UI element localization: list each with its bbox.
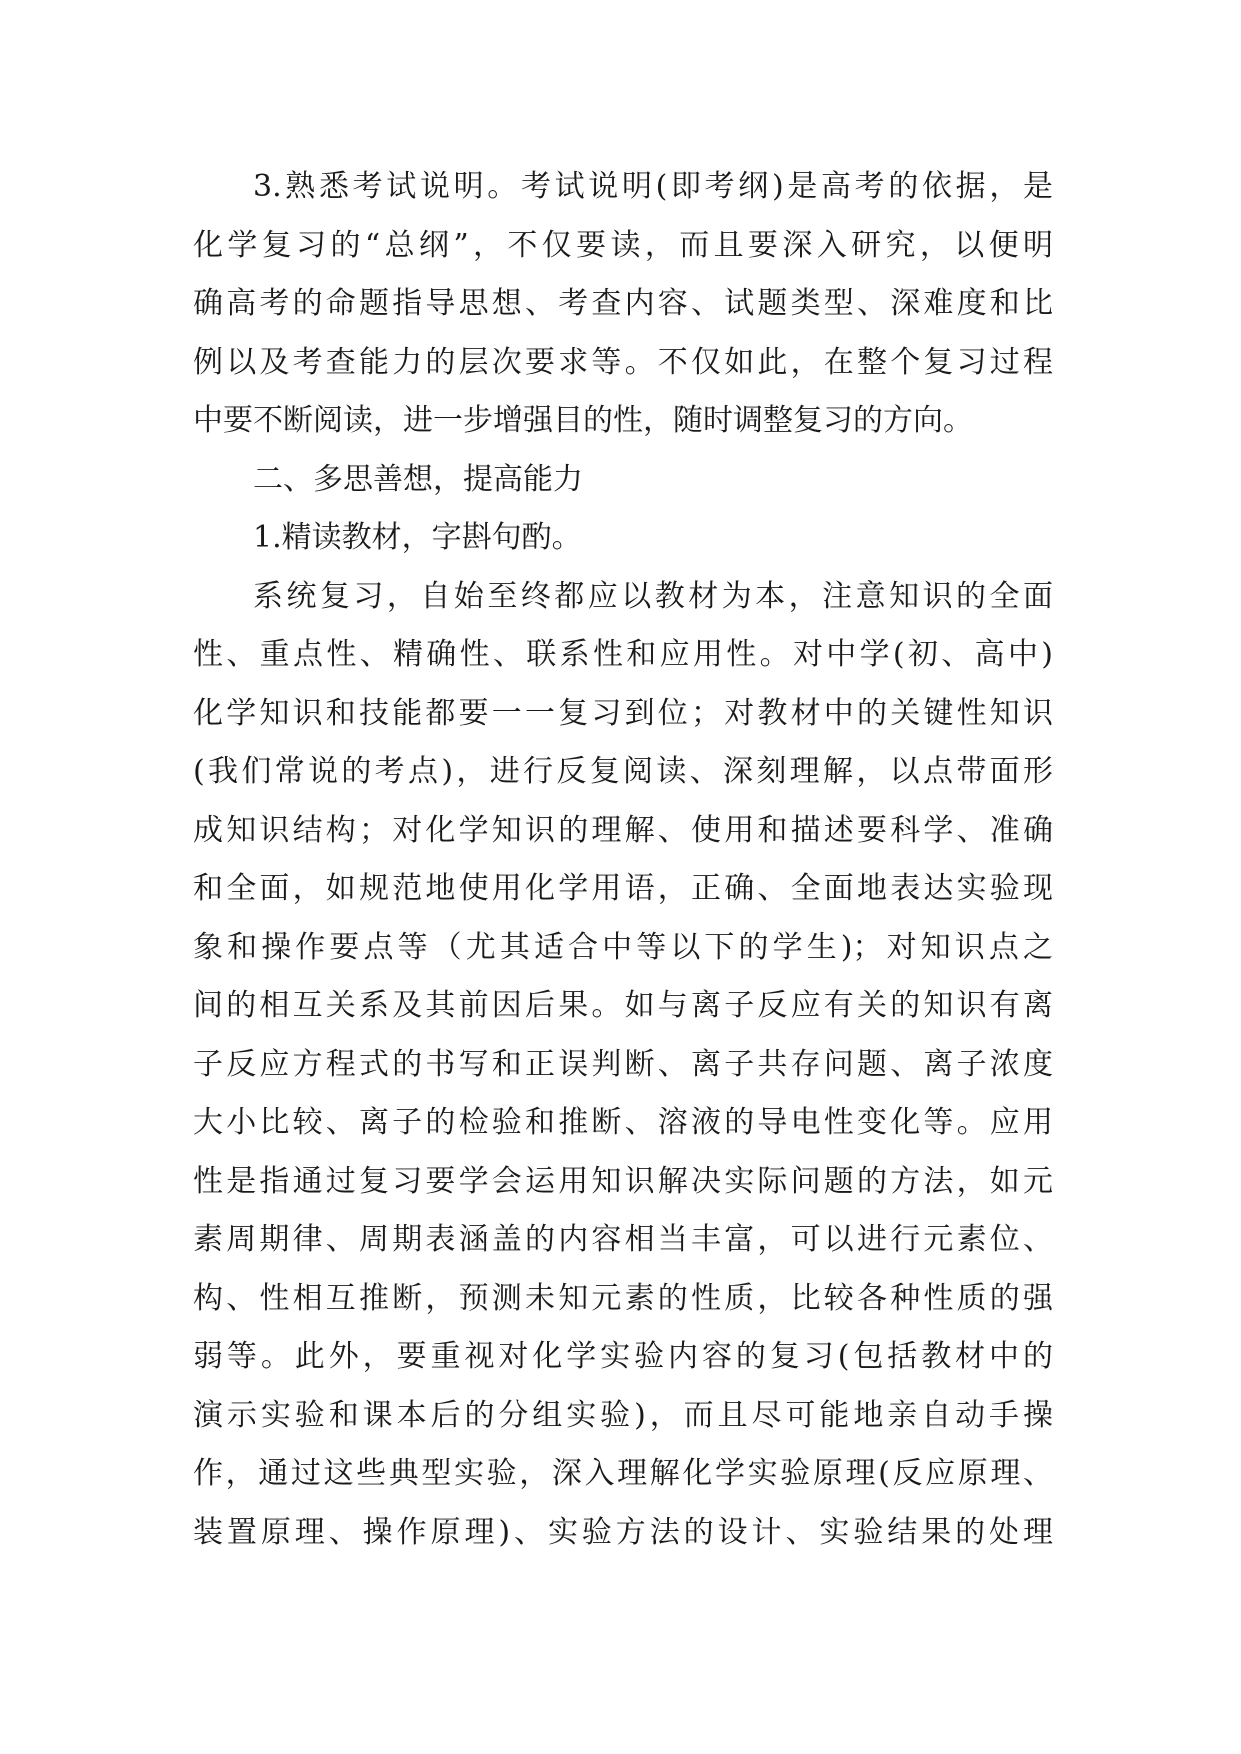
text-line: 构、性相互推断，预测未知元素的性质，比较各种性质的强 [193, 1280, 1053, 1316]
text-line: 中要不断阅读，进一步增强目的性，随时调整复习的方向。 [193, 403, 973, 438]
text-line: 成知识结构；对化学知识的理解、使用和描述要科学、准确 [193, 812, 1053, 848]
heading-line: 1.精读教材，字斟句酌。 [253, 520, 582, 555]
text-line: 素周期律、周期表涵盖的内容相当丰富，可以进行元素位、 [193, 1222, 1053, 1257]
text-line: 化学知识和技能都要一一复习到位；对教材中的关键性知识 [193, 695, 1053, 731]
paragraph-exam-outline [193, 158, 1053, 451]
text-line: 间的相互关系及其前因后果。如与离子反应有关的知识有离 [193, 988, 1053, 1023]
text-line: 和全面，如规范地使用化学用语，正确、全面地表达实验现 [193, 871, 1053, 906]
text-line: 3.熟悉考试说明。考试说明(即考纲)是高考的依据，是 [253, 169, 1053, 204]
text-line: 性、重点性、精确性、联系性和应用性。对中学(初、高中) [193, 637, 1053, 672]
text-line: 演示实验和课本后的分组实验)，而且尽可能地亲自动手操 [193, 1397, 1053, 1433]
text-line: 确高考的命题指导思想、考查内容、试题类型、深难度和比 [193, 286, 1053, 321]
heading-line: 二、多思善想，提高能力 [253, 461, 583, 497]
text-line: 象和操作要点等（尤其适合中等以下的学生)；对知识点之 [193, 929, 1053, 965]
text-line: 作，通过这些典型实验，深入理解化学实验原理(反应原理、 [193, 1456, 1053, 1491]
text-line: 大小比较、离子的检验和推断、溶液的导电性变化等。应用 [193, 1105, 1053, 1140]
text-line: (我们常说的考点)，进行反复阅读、深刻理解，以点带面形 [193, 754, 1053, 789]
text-line: 化学复习的“总纲”，不仅要读，而且要深入研究，以便明 [193, 227, 1053, 263]
text-line: 弱等。此外，要重视对化学实验内容的复习(包括教材中的 [193, 1339, 1053, 1374]
text-line: 装置原理、操作原理)、实验方法的设计、实验结果的处理 [193, 1514, 1053, 1550]
text-line: 例以及考查能力的层次要求等。不仅如此，在整个复习过程 [193, 344, 1053, 380]
text-line: 系统复习，自始至终都应以教材为本，注意知识的全面 [253, 578, 1053, 614]
section-heading-think-more [193, 451, 1053, 510]
paragraph-systematic-review [193, 568, 1053, 1563]
text-line: 子反应方程式的书写和正误判断、离子共存问题、离子浓度 [193, 1046, 1053, 1082]
text-line: 性是指通过复习要学会运用知识解决实际问题的方法，如元 [193, 1163, 1053, 1199]
subheading-read-textbook [193, 509, 1053, 568]
document-page [193, 158, 1053, 1562]
